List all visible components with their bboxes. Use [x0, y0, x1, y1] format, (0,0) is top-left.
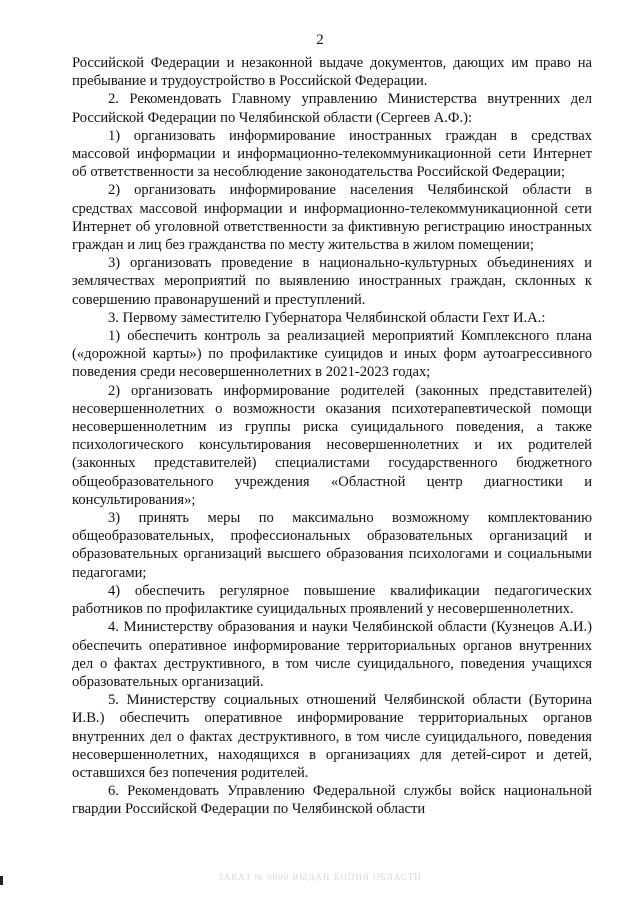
- paragraph-item-3-4: 4) обеспечить регулярное повышение квалификации педагогических работников по профилактике суицидальных проявлений у несовершеннолетних.: [72, 582, 592, 618]
- paragraph-item-2-2: 2) организовать информирование населения Челябинской области в средствах массовой информации и информационно-телекоммуникационной сети Интернет об уголовной ответственности за фиктивную регистрацию иностранных граждан и лиц без гражданства по месту жительства в жилом помещении;: [72, 182, 592, 254]
- paragraph-item-3-1: 1) обеспечить контроль за реализацией мероприятий Комплексного плана («дорожной карты») по профилактике суицидов и иных форм аутоагрессивного поведения среди несовершеннолетних в 2021-2023 годах;: [72, 328, 592, 381]
- paragraph-item-2: 2. Рекомендовать Главному управлению Министерства внутренних дел Российской Федерации по Челябинской области (Сергеев А.Ф.):: [72, 91, 592, 126]
- paragraph-item-4: 4. Министерству образования и науки Челябинской области (Кузнецов А.И.) обеспечить оперативное информирование территориальных органов внутренних дел о фактах деструктивного, в том числе суицидального, поведения учащихся образовательных организаций.: [72, 619, 592, 690]
- paragraph-item-3-3: 3) принять меры по максимально возможному комплектованию общеобразовательных, профессиональных образовательных организаций и образовательных организаций высшего образования психологами и социальными педагогами;: [72, 510, 592, 581]
- page-number: 2: [316, 32, 324, 48]
- paragraph-item-6: 6. Рекомендовать Управлению Федеральной службы войск национальной гвардии Российской Федерации по Челябинской области: [72, 783, 592, 818]
- paragraph-item-2-3: 3) организовать проведение в национально-культурных объединениях и землячествах мероприятий по выявлению иностранных граждан, склонных к совершению правонарушений и преступлений.: [72, 255, 592, 308]
- document-body: [72, 54, 592, 819]
- paragraph-item-3-2: 2) организовать информирование родителей (законных представителей) несовершеннолетних о возможности оказания психотерапевтической помощи несовершеннолетним из группы риска суицидального поведения, а также психологического консультирования несовершеннолетних и их родителей (законных представителей) специалистами государственного бюджетного общеобразовательного учреждения «Областной центр диагностики и консультирования»;: [72, 382, 592, 508]
- scan-edge-mark: [0, 876, 3, 885]
- paragraph-continuation: Российской Федерации и незаконной выдаче документов, дающих им право на пребывание и трудоустройство в Российской Федерации.: [72, 55, 592, 90]
- footer-watermark: ЗАКАЗ № 0000 ВЫДАН КОПИЯ ОБЛАСТИ: [218, 872, 422, 882]
- paragraph-item-5: 5. Министерству социальных отношений Челябинской области (Буторина И.В.) обеспечить оперативное информирование территориальных органов внутренних дел о фактах деструктивного, в том числе суицидального, поведения несовершеннолетних, находящихся в организациях для детей-сирот и детей, оставшихся без попечения родителей.: [72, 692, 592, 781]
- paragraph-item-2-1: 1) организовать информирование иностранных граждан в средствах массовой информации и информационно-телекоммуникационной сети Интернет об ответственности за несоблюдение законодательства Российской Федерации;: [72, 127, 592, 181]
- paragraph-item-3: 3. Первому заместителю Губернатора Челябинской области Гехт И.А.:: [108, 309, 546, 326]
